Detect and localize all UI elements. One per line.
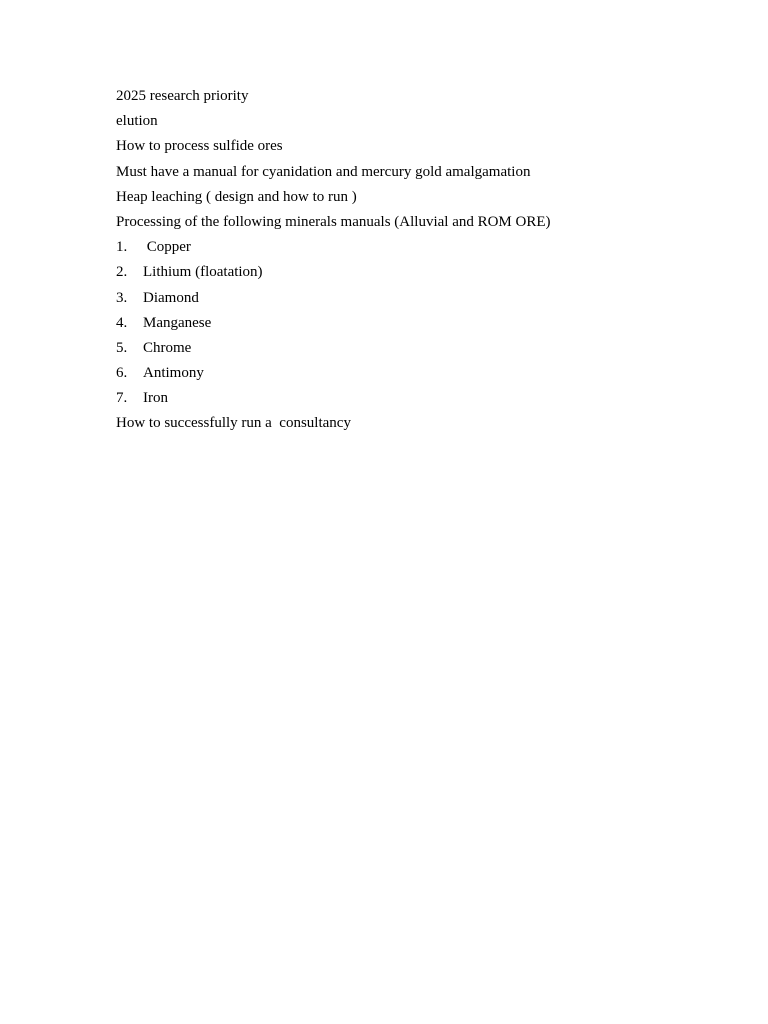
list-item-number: 6.: [116, 365, 128, 382]
paragraph-elution: elution: [116, 113, 158, 130]
list-item-number: 3.: [116, 289, 128, 306]
list-item-number: 7.: [116, 390, 128, 407]
list-item: [116, 236, 716, 261]
list-item-number: 1.: [116, 239, 128, 256]
list-item-text: Lithium (floatation): [143, 264, 263, 281]
list-item-text: Chrome: [143, 339, 192, 356]
list-item-number: 5.: [116, 339, 128, 356]
list-item-text: Manganese: [143, 314, 212, 331]
list-item-text: Iron: [143, 390, 168, 407]
list-item: [116, 261, 716, 286]
list-item: [116, 312, 716, 337]
list-item: [116, 387, 716, 412]
list-item-text: Copper: [143, 239, 191, 256]
list-item-number: 4.: [116, 314, 128, 331]
list-item: [116, 362, 716, 387]
list-item-text: Antimony: [143, 365, 204, 382]
list-item-number: 2.: [116, 264, 128, 281]
paragraph-consultancy: How to successfully run a consultancy: [116, 415, 351, 432]
paragraph-minerals-manuals: Processing of the following minerals manuals (Alluvial and ROM ORE): [116, 213, 551, 230]
list-item: [116, 287, 716, 312]
paragraph-cyanidation-manual: Must have a manual for cyanidation and mercury gold amalgamation: [116, 163, 531, 180]
paragraph-heap-leaching: Heap leaching ( design and how to run ): [116, 188, 357, 205]
document-page: [116, 85, 716, 438]
list-item: [116, 337, 716, 362]
minerals-list: [116, 236, 716, 412]
document-heading: 2025 research priority: [116, 88, 249, 104]
paragraph-sulfide-ores: How to process sulfide ores: [116, 138, 283, 155]
list-item-text: Diamond: [143, 289, 199, 306]
